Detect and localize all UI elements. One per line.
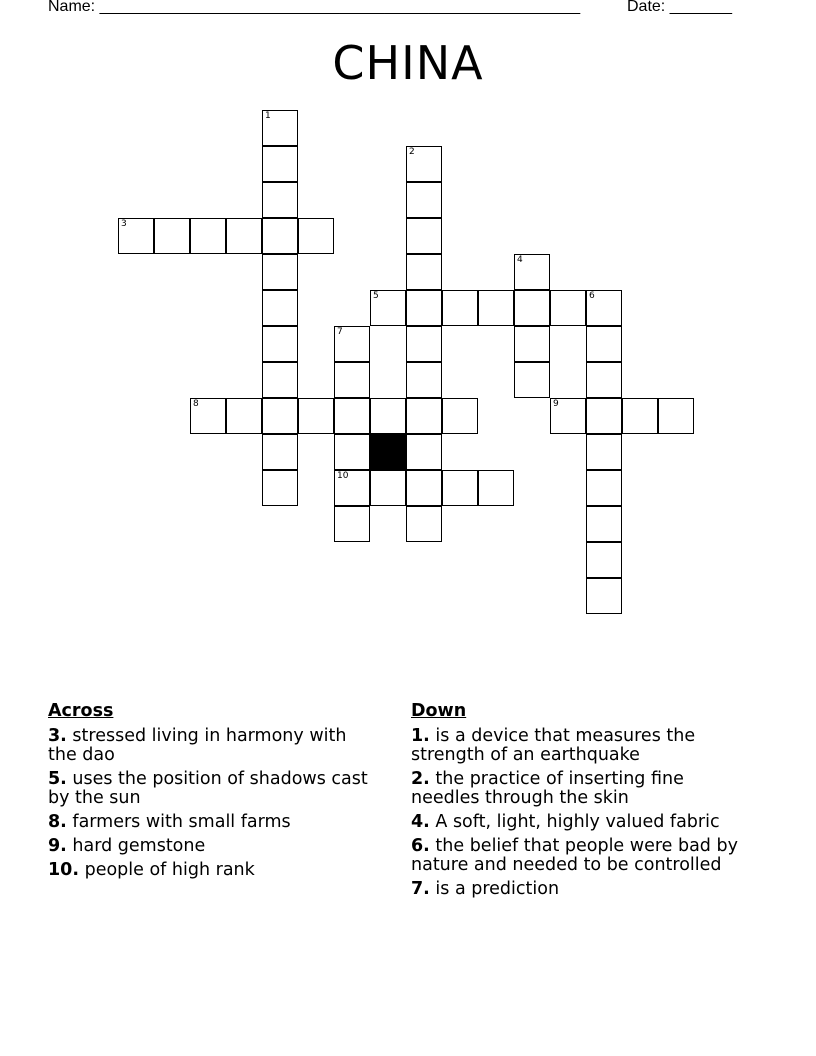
grid-cell — [406, 290, 442, 326]
grid-cell — [262, 434, 298, 470]
clue-number: 6. — [411, 836, 430, 856]
grid-cell — [262, 254, 298, 290]
cell-number: 3 — [121, 219, 127, 229]
clue-text: hard gemstone — [72, 836, 206, 856]
grid-cell — [514, 362, 550, 398]
clue-text: is a device that measures the strength of an earthquake — [411, 726, 696, 765]
grid-cell — [118, 218, 154, 254]
puzzle-title: CHINA — [332, 36, 484, 90]
clue-number: 5. — [48, 769, 67, 789]
clue-text: farmers with small farms — [72, 812, 291, 832]
grid-cell — [370, 290, 406, 326]
clue-across-9 — [48, 837, 378, 856]
clue-text: the belief that people were bad by nature and needed to be controlled — [411, 836, 738, 875]
grid-cell — [442, 470, 478, 506]
grid-cell — [406, 146, 442, 182]
cell-number: 6 — [589, 291, 595, 301]
grid-cell — [262, 398, 298, 434]
grid-cell — [442, 398, 478, 434]
grid-cell — [622, 398, 658, 434]
grid-cell — [262, 470, 298, 506]
cell-number: 1 — [265, 111, 271, 121]
cell-number: 8 — [193, 399, 199, 409]
grid-cell — [334, 398, 370, 434]
clue-number: 10. — [48, 860, 80, 880]
cell-number: 4 — [517, 255, 523, 265]
clue-across-8 — [48, 813, 378, 832]
date-field-label: Date: _______ — [627, 0, 732, 15]
grid-cell — [262, 326, 298, 362]
cell-number: 10 — [337, 471, 349, 481]
clue-number: 9. — [48, 836, 67, 856]
grid-cell — [586, 434, 622, 470]
clue-down-7 — [411, 880, 741, 899]
grid-cell — [298, 398, 334, 434]
grid-cell — [154, 218, 190, 254]
grid-cell — [550, 290, 586, 326]
grid-cell — [406, 254, 442, 290]
cell-number: 9 — [553, 399, 559, 409]
grid-cell — [586, 578, 622, 614]
grid-cell — [658, 398, 694, 434]
grid-cell — [262, 182, 298, 218]
grid-cell — [406, 434, 442, 470]
clue-across-5 — [48, 770, 378, 808]
clue-text: the practice of inserting fine needles through the skin — [411, 769, 684, 808]
grid-cell — [550, 398, 586, 434]
grid-cell — [478, 470, 514, 506]
clue-text: uses the position of shadows cast by the sun — [48, 769, 368, 808]
clue-number: 3. — [48, 726, 67, 746]
grid-cell — [190, 398, 226, 434]
clue-number: 7. — [411, 879, 430, 899]
grid-cell — [226, 218, 262, 254]
clue-down-2 — [411, 770, 741, 808]
clue-down-4 — [411, 813, 741, 832]
across-clues — [48, 702, 378, 885]
down-clues — [411, 702, 741, 904]
grid-cell — [406, 398, 442, 434]
clue-text: is a prediction — [435, 879, 560, 899]
grid-cell — [586, 398, 622, 434]
grid-cell — [478, 290, 514, 326]
grid-cell — [406, 218, 442, 254]
grid-cell — [586, 506, 622, 542]
grid-cell — [586, 290, 622, 326]
grid-cell — [334, 506, 370, 542]
grid-cell — [406, 182, 442, 218]
clue-down-6 — [411, 837, 741, 875]
cell-number: 5 — [373, 291, 379, 301]
clue-number: 4. — [411, 812, 430, 832]
clue-number: 2. — [411, 769, 430, 789]
clue-number: 1. — [411, 726, 430, 746]
grid-cell — [370, 398, 406, 434]
grid-cell — [262, 362, 298, 398]
grid-cell — [586, 470, 622, 506]
clue-across-3 — [48, 727, 378, 765]
grid-cell — [586, 542, 622, 578]
grid-cell — [298, 218, 334, 254]
grid-cell — [262, 290, 298, 326]
grid-cell — [442, 290, 478, 326]
grid-cell — [406, 362, 442, 398]
clue-text: stressed living in harmony with the dao — [48, 726, 347, 765]
clue-down-1 — [411, 727, 741, 765]
grid-cell — [262, 110, 298, 146]
grid-cell — [514, 326, 550, 362]
grid-cell — [226, 398, 262, 434]
clue-across-10 — [48, 861, 378, 880]
grid-cell — [406, 326, 442, 362]
grid-cell — [514, 290, 550, 326]
across-heading: Across — [48, 701, 114, 721]
name-field-label: Name: ______________________________________________________ — [48, 0, 581, 15]
grid-cell — [334, 434, 370, 470]
clue-text: A soft, light, highly valued fabric — [435, 812, 720, 832]
grid-cell — [262, 218, 298, 254]
grid-cell — [262, 146, 298, 182]
grid-cell — [586, 326, 622, 362]
grid-cell — [334, 362, 370, 398]
grid-cell — [190, 218, 226, 254]
grid-cell — [586, 362, 622, 398]
grid-cell — [514, 254, 550, 290]
clue-text: people of high rank — [84, 860, 255, 880]
cell-number: 2 — [409, 147, 415, 157]
grid-cell — [406, 506, 442, 542]
grid-cell — [334, 326, 370, 362]
down-heading: Down — [411, 701, 467, 721]
grid-cell — [334, 470, 370, 506]
clue-number: 8. — [48, 812, 67, 832]
cell-number: 7 — [337, 327, 343, 337]
grid-cell — [370, 470, 406, 506]
grid-cell — [406, 470, 442, 506]
black-cell — [370, 434, 406, 470]
